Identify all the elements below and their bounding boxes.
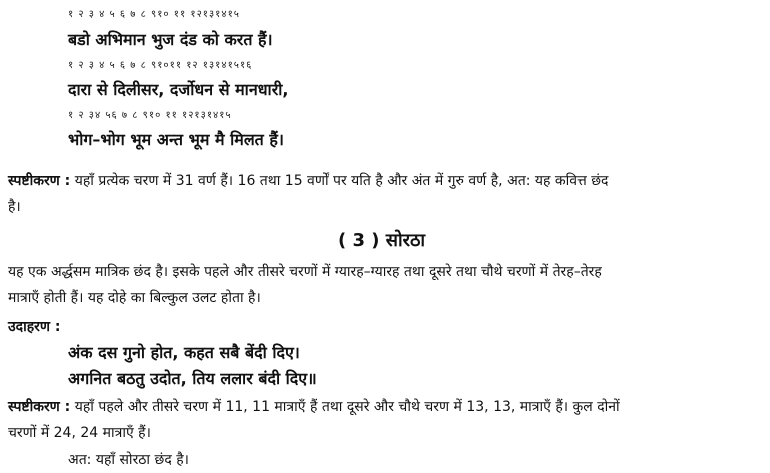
sortha-conclusion: अत: यहाँ सोरठा छंद है। (68, 452, 189, 468)
kavitt-explanation (8, 174, 608, 188)
section-heading: ( 3 ) सोरठा (338, 230, 426, 251)
sortha-description-line-2: मात्राएँ होती हैं। यह दोहे का बिल्कुल उलट होता है। (8, 290, 261, 306)
sortha-explanation (8, 400, 620, 414)
explanation-label: स्पष्टीकरण : (8, 399, 71, 415)
kavitt-explanation-continued: है। (8, 199, 21, 215)
sortha-explanation-continued: चरणों में 24, 24 मात्राएँ हैं। (8, 425, 151, 441)
syllable-numbers-line-3: १ २ ३४ ५६ ७ ८ ९१० ११ १२१३१४१५ (68, 110, 232, 121)
explanation-label: स्पष्टीकरण : (8, 173, 71, 189)
kavitt-verse-line-1: बडो अभिमान भुज दंड को करत हैं। (68, 30, 273, 49)
kavitt-verse-line-2: दारा से दिलीसर, दर्जोधन से मानधारी, (68, 80, 289, 99)
sortha-description-line-1: यह एक अर्द्धसम मात्रिक छंद है। इसके पहले और तीसरे चरणों में ग्यारह–ग्यारह तथा दूसरे तथा चौथे चरणों में तेरह–तेरह (8, 264, 602, 280)
explanation-text: यहाँ प्रत्येक चरण में 31 वर्ण हैं। 16 तथा 15 वर्णों पर यति है और अंत में गुरु वर्ण है, अत: यह कवित्त छंद (70, 173, 609, 189)
syllable-numbers-line-1: १ २ ३ ४ ५ ६ ७ ८ ९१० ११ १२१३१४१५ (68, 9, 240, 20)
explanation-text: यहाँ पहले और तीसरे चरण में 11, 11 मात्राएँ हैं तथा दूसरे और चौथे चरण में 13, 13, मात्राएँ हैं। कुल दोनों (70, 399, 620, 415)
kavitt-verse-line-3: भोग–भोग भूम अन्त भूम मै मिलत हैं। (68, 130, 284, 149)
sortha-verse-line-1: अंक दस गुनो होत, कहत सबै बेंदी दिए। (68, 343, 300, 362)
example-label: उदाहरण : (8, 319, 61, 335)
sortha-verse-line-2: अगनित बठतु उदोत, तिय ललार बंदी दिए॥ (68, 369, 317, 388)
syllable-numbers-line-2: १ २ ३ ४ ५ ६ ७ ८ ९१०११ १२ १३१४१५१६ (68, 60, 253, 71)
